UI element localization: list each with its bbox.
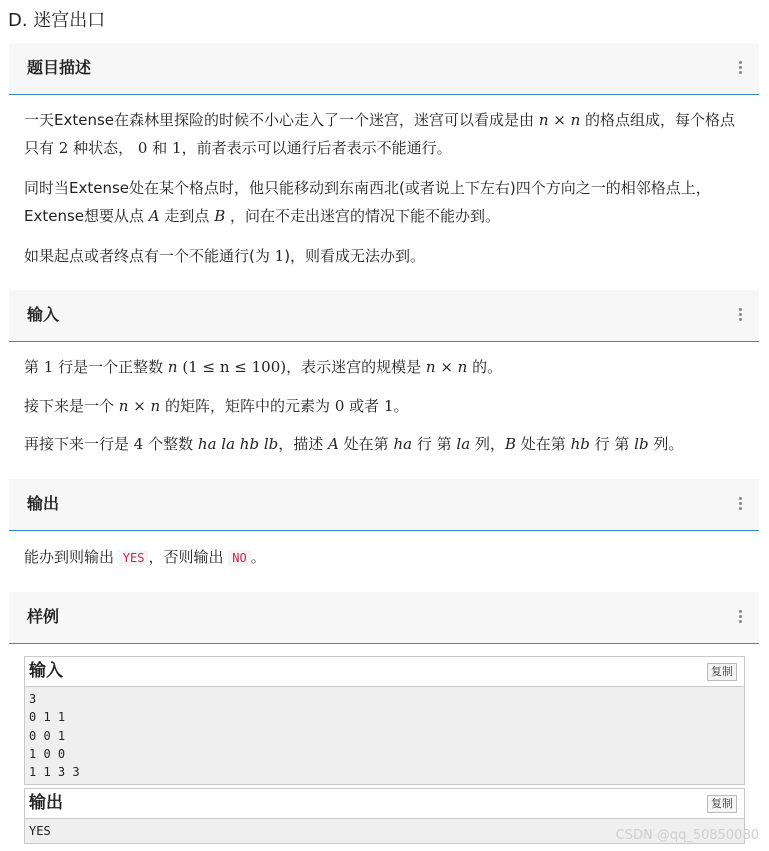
section-title-input: 输入 xyxy=(27,305,60,324)
sample-input-title: 输入 xyxy=(29,661,63,681)
code-no: NO xyxy=(228,550,250,566)
sample-input-box xyxy=(24,656,745,785)
vertical-ellipsis-icon[interactable] xyxy=(739,308,743,322)
code-yes: YES xyxy=(119,550,149,566)
section-header-sample xyxy=(9,592,759,644)
input-paragraph-2: 接下来是一个 n × n 的矩阵，矩阵中的元素为 0 或者 1。 xyxy=(24,397,409,415)
section-header-output xyxy=(9,479,759,531)
vertical-ellipsis-icon[interactable] xyxy=(739,497,743,511)
section-title-output: 输出 xyxy=(27,494,60,513)
section-header-description xyxy=(9,43,759,95)
description-paragraph-3: 如果起点或者终点有一个不能通行(为 1)，则看成无法办到。 xyxy=(24,247,426,265)
description-paragraph-1: 一天Extense在森林里探险的时候不小心走入了一个迷宫，迷宫可以看成是由 n × n 的格点组成，每个格点只有 2 种状态， 0 和 1，前者表示可以通行后者表示不能通行。 xyxy=(24,111,736,157)
page-title: D. 迷宫出口 xyxy=(8,10,106,31)
copy-output-button[interactable]: 复制 xyxy=(707,795,737,813)
input-paragraph-3: 再接下来一行是 4 个整数 ha la hb lb，描述 A 处在第 ha 行 第 la 列，B 处在第 hb 行 第 lb 列。 xyxy=(24,435,684,453)
vertical-ellipsis-icon[interactable] xyxy=(739,61,743,75)
output-paragraph-1: 能办到则输出 YES ，否则输出 NO 。 xyxy=(24,548,266,566)
input-paragraph-1: 第 1 行是一个正整数 n (1 ≤ n ≤ 100)，表示迷宫的规模是 n × n 的。 xyxy=(24,358,503,376)
sample-output-text: YES xyxy=(25,819,744,843)
sample-output-title: 输出 xyxy=(29,793,63,813)
section-header-input xyxy=(9,290,759,342)
sample-input-text: 3 0 1 1 0 0 1 1 0 0 1 1 3 3 xyxy=(25,687,744,784)
description-paragraph-2: 同时当Extense处在某个格点时，他只能移动到东南西北(或者说上下左右)四个方向之一的相邻格点上，Extense想要从点 A 走到点 B ，问在不走出迷宫的情况下能不能办到。 xyxy=(24,179,711,225)
copy-input-button[interactable]: 复制 xyxy=(707,663,737,681)
vertical-ellipsis-icon[interactable] xyxy=(739,610,743,624)
section-title-sample: 样例 xyxy=(27,607,60,626)
watermark: CSDN @qq_50850080 xyxy=(615,828,759,843)
section-title-description: 题目描述 xyxy=(27,58,92,77)
